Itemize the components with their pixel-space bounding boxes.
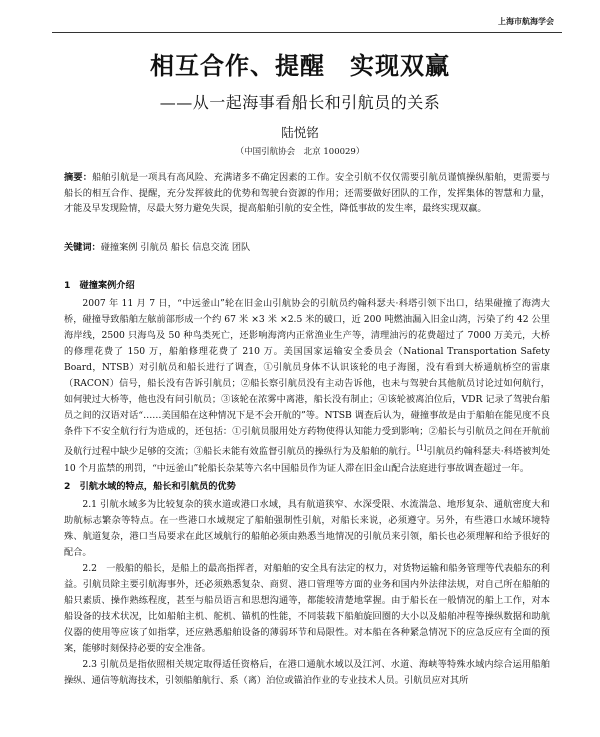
abstract-text: 船舶引航是一项具有高风险、充满诸多不确定因素的工作。安全引航不仅仅需要引航员谨慎操纵船舶，更需要与船长的相互合作、提醒，充分发挥彼此的优势和驾驶台资源的作用；还需要做好团队的工作，发挥集体的智慧和力量，才能及早发现险情，尽最大努力避免失误，提高船舶引航的安全性，降低事故的发生率，最终实现双赢。	[64, 172, 551, 214]
header-divider	[52, 32, 562, 33]
section-heading: 1 碰撞案例介绍	[64, 280, 135, 291]
keywords	[64, 240, 550, 256]
citation-ref: [1]	[416, 444, 427, 453]
journal-header: 上海市航海学会	[498, 17, 554, 26]
abstract	[64, 170, 550, 217]
paragraph: 2.1 引航水域多为比较复杂的狭水道或港口水域，具有航道狭窄、水深受限、水流湍急、地形复杂、通航密度大和助航标志繁杂等特点。在一些港口水域规定了船舶强制性引航，对船长来说，必须遵守。另外，有些港口水域环境特殊、航道复杂，港口当局要求在此区域航行的船舶必须由熟悉当地情况的引航员来引领，船长也必须理解和给予很好的配合。	[64, 498, 550, 558]
article-subtitle: ——从一起海事看船长和引航员的关系	[159, 93, 441, 112]
paragraph-text: 2007 年 11 月 7 日，“中远釜山”轮在旧金山引航协会的引航员约翰科瑟夫·科塔引领下出口，结果碰撞了海湾大桥，碰撞导致船舶左舷前部形成一个约 67 米 ×3 米 ×2.5 米的破口，近 200 吨燃油漏入旧金山湾，污染了约 42 公里海岸线，2500 只海鸟及 50 种鸟类死亡，还影响海湾内正常渔业生产等，清理油污的花费超过了 7000 万美元，大桥的修理花费了 150 万，船舶修理花费了 210 万。美国国家运输安全委员会（National Transportation Safety Board，NTSB）对引航员和船长进行了调查，①引航员身体不认识该轮的电子海图，没有看到大桥通航桥空的雷康（RACON）信号，船长没有告诉引航员；②船长察引航员没有主动告诉他，也未与驾驶台其他航员讨论过如何航行，如何驶过大桥等，他也没有问引航员；③该轮在浓雾中离港，船长没有制止；④该轮被离泊位后，VDR 记录了驾驶台船员之间的汉语对话“……美国船在这种情况下是不会开航的”等。NTSB 调查后认为，碰撞事故是由于船舶在能见度不良条件下不安全航行行为造成的，还包括：①引航员服用处方药物使得认知能力受到影响；②船长与引航员之间在开航前及航行过程中缺少足够的交流；③船长未能有效监督引航员的操纵行为及船舶的航行。	[64, 298, 550, 458]
paragraph	[64, 296, 550, 477]
paragraph: 2.3 引航员是指依照相关规定取得适任资格后，在港口通航水域以及江河、水道、海峡等特殊水域内综合运用船舶操纵、通信等航海技术，引领船舶航行、系（离）泊位或锚泊作业的专业技术人员。引航员应对其所	[64, 659, 550, 687]
paragraph-text-continued: 引航员约翰科瑟夫·科塔被判处 10 个月监禁的刑罚，“中远釜山”轮船长杂某等六名中国船员作为证人滞在旧金山配合法庭进行事故调查超过一年。	[64, 446, 551, 474]
abstract-label: 摘要：	[64, 172, 93, 183]
author-affiliation: （中国引航协会 北京 100029）	[235, 147, 365, 157]
author-name: 陆悦铭	[281, 125, 319, 140]
article-body	[64, 276, 550, 689]
keywords-text: 碰撞案例 引航员 船长 信息交流 团队	[100, 242, 251, 253]
section-heading: 2 引航水域的特点，船长和引航员的优势	[64, 480, 236, 492]
paragraph: 2.2 一般船的船长，是船上的最高指挥者，对船舶的安全具有法定的权力，对货物运输和船务管理等代表船东的利益。引航员除主要引航海事外，还必须熟悉复杂、商贸、港口管理等方面的业务和国内外法律法规，对自己所在船舶的船只素质、操作熟练程度，甚至与船员语言和思想沟通等，都能较清楚地掌握。由于船长在一般情况的船上工作，对本船设备的技术状况，比如船舶主机、舵机、锚机的性能，不同装载下船舶旋回圈的大小以及船舶冲程等操纵数据和助航仪器的使用等应该了如指掌，还应熟悉船舶设备的薄弱环节和局限性。对本船在各种紧急情况下的应急反应有全面的预案，能够时刻保持必要的安全准备。	[64, 562, 550, 655]
keywords-label: 关键词：	[64, 242, 101, 253]
article-title: 相互合作、提醒 实现双赢	[150, 52, 450, 80]
